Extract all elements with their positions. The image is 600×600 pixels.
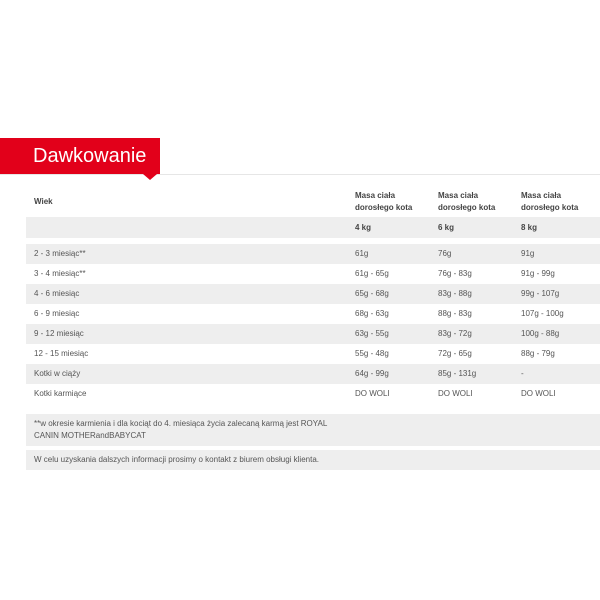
footnote-text: **w okresie karmienia i dla kociąt do 4. miesiąca życia zalecaną karmą jest ROYAL CANIN MOTHERandBABYCAT <box>34 419 328 440</box>
row-value-8kg: 99g - 107g <box>521 289 560 298</box>
contact-note <box>26 450 600 470</box>
header-weight-col-2: Masa ciała dorosłego kota <box>438 191 496 212</box>
table-row <box>26 384 600 404</box>
row-age: 2 - 3 miesiąc** <box>34 249 86 258</box>
table-weight-row <box>26 217 600 238</box>
dosage-table <box>26 183 600 470</box>
table-row <box>26 244 600 264</box>
weight-4kg: 4 kg <box>355 223 372 232</box>
row-value-8kg: 91g - 99g <box>521 269 555 278</box>
row-value-6kg: 83g - 88g <box>438 289 472 298</box>
row-value-6kg: 72g - 65g <box>438 349 472 358</box>
row-value-4kg: 65g - 68g <box>355 289 389 298</box>
contact-text: W celu uzyskania dalszych informacji prosimy o kontakt z biurem obsługi klienta. <box>34 455 320 464</box>
row-value-8kg: - <box>521 369 524 378</box>
footnote-note <box>26 414 600 446</box>
row-age: 6 - 9 miesiąc <box>34 309 80 318</box>
row-value-6kg: DO WOLI <box>438 389 473 398</box>
row-value-4kg: 64g - 99g <box>355 369 389 378</box>
row-value-4kg: 68g - 63g <box>355 309 389 318</box>
row-value-8kg: 107g - 100g <box>521 309 564 318</box>
table-row <box>26 364 600 384</box>
weight-6kg: 6 kg <box>438 223 455 232</box>
row-value-6kg: 88g - 83g <box>438 309 472 318</box>
row-value-4kg: DO WOLI <box>355 389 390 398</box>
row-value-4kg: 55g - 48g <box>355 349 389 358</box>
row-value-6kg: 85g - 131g <box>438 369 477 378</box>
row-value-6kg: 83g - 72g <box>438 329 472 338</box>
header-weight-col-1: Masa ciała dorosłego kota <box>355 191 413 212</box>
row-value-4kg: 63g - 55g <box>355 329 389 338</box>
row-age: 12 - 15 miesiąc <box>34 349 89 358</box>
row-value-4kg: 61g <box>355 249 369 258</box>
header-age: Wiek <box>34 197 53 206</box>
row-age: 4 - 6 miesiąc <box>34 289 80 298</box>
row-value-6kg: 76g - 83g <box>438 269 472 278</box>
row-age: Kotki karmiące <box>34 389 87 398</box>
row-age: 9 - 12 miesiąc <box>34 329 84 338</box>
table-row <box>26 324 600 344</box>
row-value-8kg: 100g - 88g <box>521 329 560 338</box>
weight-8kg: 8 kg <box>521 223 538 232</box>
section-tab-dawkowanie[interactable]: Dawkowanie <box>0 138 160 174</box>
row-value-8kg: DO WOLI <box>521 389 556 398</box>
section-tab-bar <box>0 138 600 175</box>
row-value-8kg: 88g - 79g <box>521 349 555 358</box>
table-row <box>26 264 600 284</box>
row-age: 3 - 4 miesiąc** <box>34 269 86 278</box>
notes-gap <box>26 404 600 414</box>
row-value-8kg: 91g <box>521 249 535 258</box>
table-row <box>26 284 600 304</box>
row-age: Kotki w ciąży <box>34 369 81 378</box>
table-row <box>26 344 600 364</box>
tab-arrow-indicator <box>143 174 157 180</box>
table-header-row <box>26 183 600 217</box>
table-row <box>26 304 600 324</box>
row-value-6kg: 76g <box>438 249 452 258</box>
row-value-4kg: 61g - 65g <box>355 269 389 278</box>
header-weight-col-3: Masa ciała dorosłego kota <box>521 191 579 212</box>
